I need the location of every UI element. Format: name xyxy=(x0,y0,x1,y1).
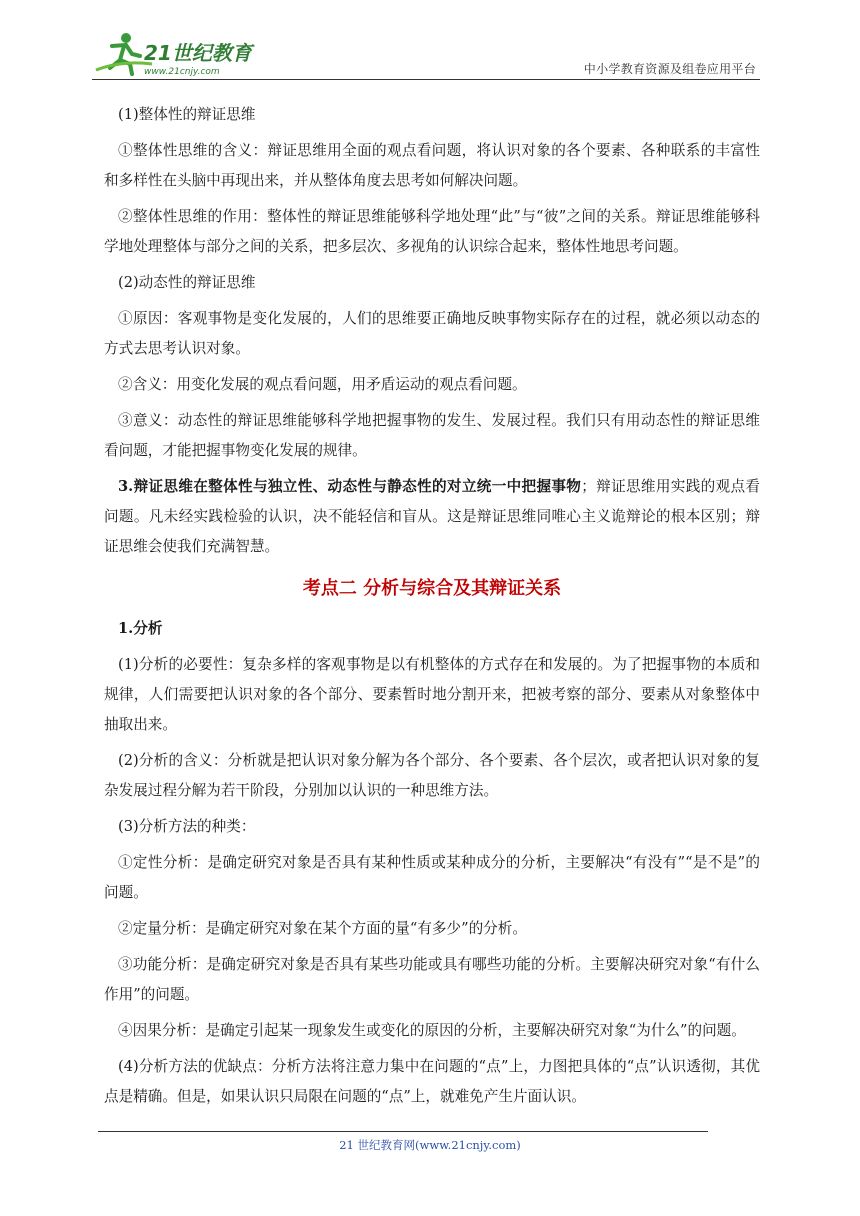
point-3-text: ；辩证思维用实践的观点看问题。凡未经实践检验的认识，决不能轻信和盲从。这是辩证思维同唯心主义诡辩论的根本区别；辩证思维会使我们充满智慧。 xyxy=(104,478,760,555)
footer-divider xyxy=(98,1131,708,1132)
document-body xyxy=(104,100,760,1118)
paragraph: (4)分析方法的优缺点：分析方法将注意力集中在问题的“点”上，力图把具体的“点”认识透彻，其优点是精确。但是，如果认识只局限在问题的“点”上，就难免产生片面认识。 xyxy=(104,1058,760,1105)
paragraph: ②整体性思维的作用：整体性的辩证思维能够科学地处理“此”与“彼”之间的关系。辩证思维能够科学地处理整体与部分之间的关系，把多层次、多视角的认识综合起来，整体性地思考问题。 xyxy=(104,208,760,255)
paragraph: ①整体性思维的含义：辩证思维用全面的观点看问题，将认识对象的各个要素、各种联系的丰富性和多样性在头脑中再现出来，并从整体角度去思考如何解决问题。 xyxy=(104,142,760,189)
paragraph: (1)分析的必要性：复杂多样的客观事物是以有机整体的方式存在和发展的。为了把握事物的本质和规律，人们需要把认识对象的各个部分、要素暂时地分割开来，把被考察的部分、要素从对象整体中抽取出来。 xyxy=(104,656,760,733)
paragraph: ①定性分析：是确定研究对象是否具有某种性质或某种成分的分析，主要解决“有没有”“是不是”的问题。 xyxy=(104,854,760,901)
point-3-heading: 3.辩证思维在整体性与独立性、动态性与静态性的对立统一中把握事物 xyxy=(118,478,582,495)
paragraph: (1)整体性的辩证思维 xyxy=(118,106,256,123)
svg-text:www.21cnjy.com: www.21cnjy.com xyxy=(144,67,220,77)
platform-tagline: 中小学教育资源及组卷应用平台 xyxy=(583,62,756,76)
paragraph: (2)动态性的辩证思维 xyxy=(118,274,256,291)
paragraph: (3)分析方法的种类： xyxy=(118,818,256,835)
paragraph: ①原因：客观事物是变化发展的，人们的思维要正确地反映事物实际存在的过程，就必须以动态的方式去思考认识对象。 xyxy=(104,310,760,357)
paragraph: ②定量分析：是确定研究对象在某个方面的量“有多少”的分析。 xyxy=(118,920,527,937)
subheading-analysis: 1.分析 xyxy=(118,620,163,637)
paragraph: ②含义：用变化发展的观点看问题，用矛盾运动的观点看问题。 xyxy=(118,376,527,393)
section-title: 考点二 分析与综合及其辩证关系 xyxy=(302,578,562,599)
page-header xyxy=(92,30,760,80)
paragraph: ③功能分析：是确定研究对象是否具有某些功能或具有哪些功能的分析。主要解决研究对象“有什么作用”的问题。 xyxy=(104,956,760,1003)
site-logo xyxy=(92,30,262,78)
header-divider xyxy=(92,79,760,80)
runner-logo-icon xyxy=(92,30,262,78)
svg-text:21世纪教育: 21世纪教育 xyxy=(144,41,252,65)
paragraph: ③意义：动态性的辩证思维能够科学地把握事物的发生、发展过程。我们只有用动态性的辩证思维看问题，才能把握事物变化发展的规律。 xyxy=(104,412,760,459)
paragraph: ④因果分析：是确定引起某一现象发生或变化的原因的分析，主要解决研究对象“为什么”的问题。 xyxy=(118,1022,746,1039)
paragraph: (2)分析的含义：分析就是把认识对象分解为各个部分、各个要素、各个层次，或者把认识对象的复杂发展过程分解为若干阶段，分别加以认识的一种思维方法。 xyxy=(104,752,760,799)
point-3-paragraph xyxy=(104,472,760,562)
page-footer[interactable]: 21 世纪教育网(www.21cnjy.com) xyxy=(339,1138,521,1152)
